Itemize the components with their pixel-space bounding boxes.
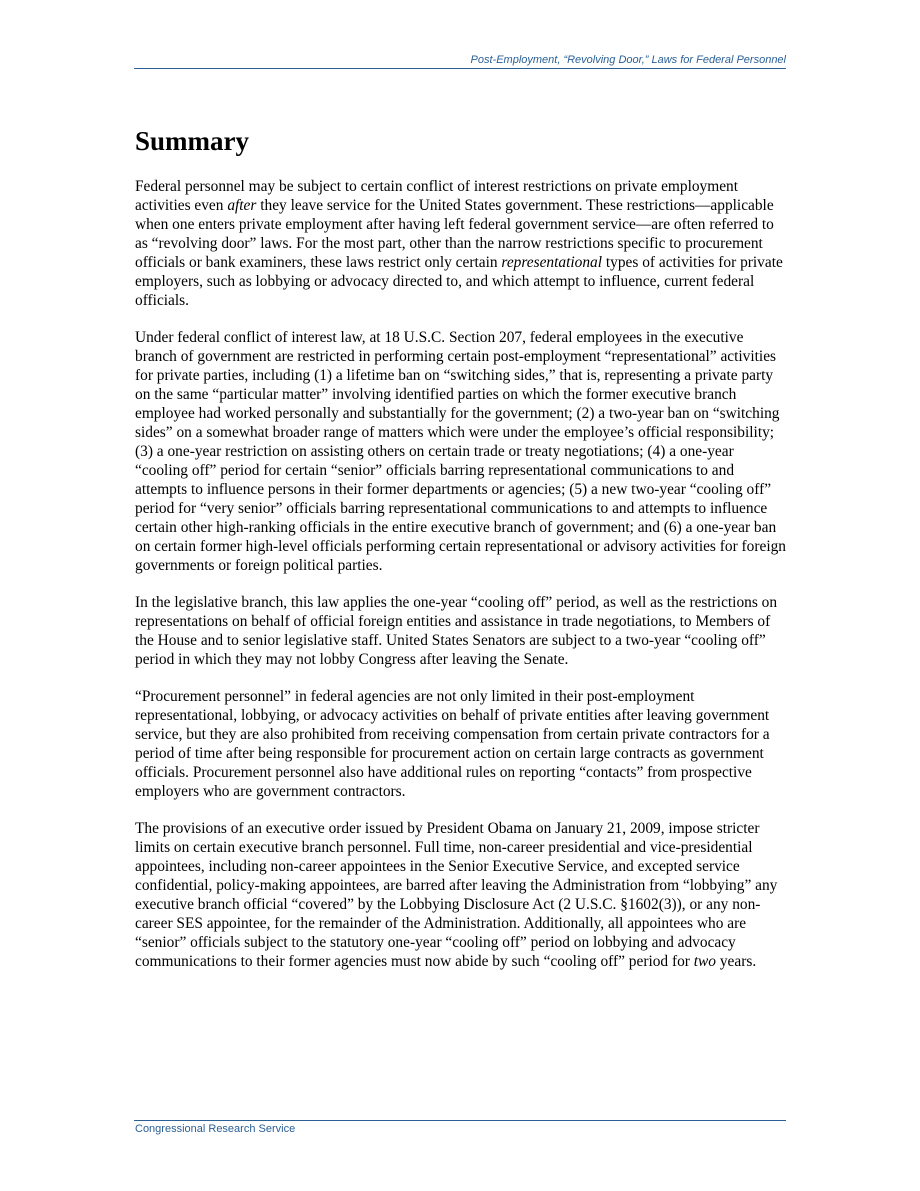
- page-content: [135, 124, 787, 989]
- paragraph-1-emphasis-representational: representational: [501, 254, 603, 271]
- footer-rule: [134, 1120, 786, 1121]
- footer-publisher: Congressional Research Service: [135, 1123, 296, 1135]
- paragraph-5-text-a: The provisions of an executive order issued by President Obama on January 21, 2009, impose stricter limits on certain executive branch personnel. Full time, non-career presidential and vice-presidential appointees, including non-career appointees in the Senior Executive Service, and excepted service confidential, policy-making appointees, are barred after leaving the Administration from “lobbying” any executive branch official “covered” by the Lobbying Disclosure Act (2 U.S.C. §1602(3)), or any non-career SES appointee, for the remainder of the Administration. Additionally, all appointees who are “senior” officials subject to the statutory one-year “cooling off” period on lobbying and advocacy communications to their former agencies must now abide by such “cooling off” period for: [135, 820, 778, 970]
- paragraph-1-text-a: Federal personnel may be subject to certain conflict of interest restrictions on private employment activities even: [135, 178, 739, 214]
- paragraph-1: [135, 177, 787, 310]
- paragraph-5-emphasis-two: two: [693, 953, 717, 970]
- paragraph-1-text-c: they leave service for the United States government. These restrictions—applicable when one enters private employment after having left federal government service—are often referred to as “revolving door” laws. For the most part, other than the narrow restrictions specific to procurement officials or bank examiners, these laws restrict only certain: [135, 197, 774, 271]
- paragraph-3: In the legislative branch, this law applies the one-year “cooling off” period, as well as the restrictions on representations on behalf of official foreign entities and assistance in trade negotiations, to Members of the House and to senior legislative staff. United States Senators are subject to a two-year “cooling off” period in which they may not lobby Congress after leaving the Senate.: [135, 594, 778, 668]
- running-header: Post-Employment, “Revolving Door,” Laws for Federal Personnel: [470, 54, 786, 66]
- paragraph-5: [135, 819, 787, 971]
- paragraph-4: “Procurement personnel” in federal agencies are not only limited in their post-employment representational, lobbying, or advocacy activities on behalf of private entities after leaving government service, but they are also prohibited from receiving compensation from certain private contractors for a period of time after being responsible for procurement action on certain large contracts as government officials. Procurement personnel also have additional rules on reporting “contacts” from prospective employers who are government contractors.: [135, 688, 770, 800]
- header-rule: [134, 68, 786, 69]
- paragraph-1-emphasis-after: after: [227, 197, 257, 214]
- paragraph-2: Under federal conflict of interest law, at 18 U.S.C. Section 207, federal employees in the executive branch of government are restricted in performing certain post-employment “representational” activities for private parties, including (1) a lifetime ban on “switching sides,” that is, representing a private party on the same “particular matter” involving identified parties on which the former executive branch employee had worked personally and substantially for the government; (2) a two-year ban on “switching sides” on a somewhat broader range of matters which were under the employee’s official responsibility; (3) a one-year restriction on assisting others on certain trade or treaty negotiations; (4) a one-year “cooling off” period for certain “senior” officials barring representational communications to and attempts to influence persons in their former departments or agencies; (5) a new two-year “cooling off” period for “very senior” officials barring representational communications to and attempts to influence certain other high-ranking officials in the entire executive branch of government; and (6) a one-year ban on certain former high-level officials performing certain representational or advisory activities for foreign governments or foreign political parties.: [135, 329, 786, 574]
- paragraph-1-text-e: types of activities for private employers, such as lobbying or advocacy directed to, and which attempt to influence, current federal officials.: [135, 254, 783, 309]
- section-title: Summary: [135, 126, 249, 156]
- paragraph-5-text-c: years.: [716, 953, 757, 970]
